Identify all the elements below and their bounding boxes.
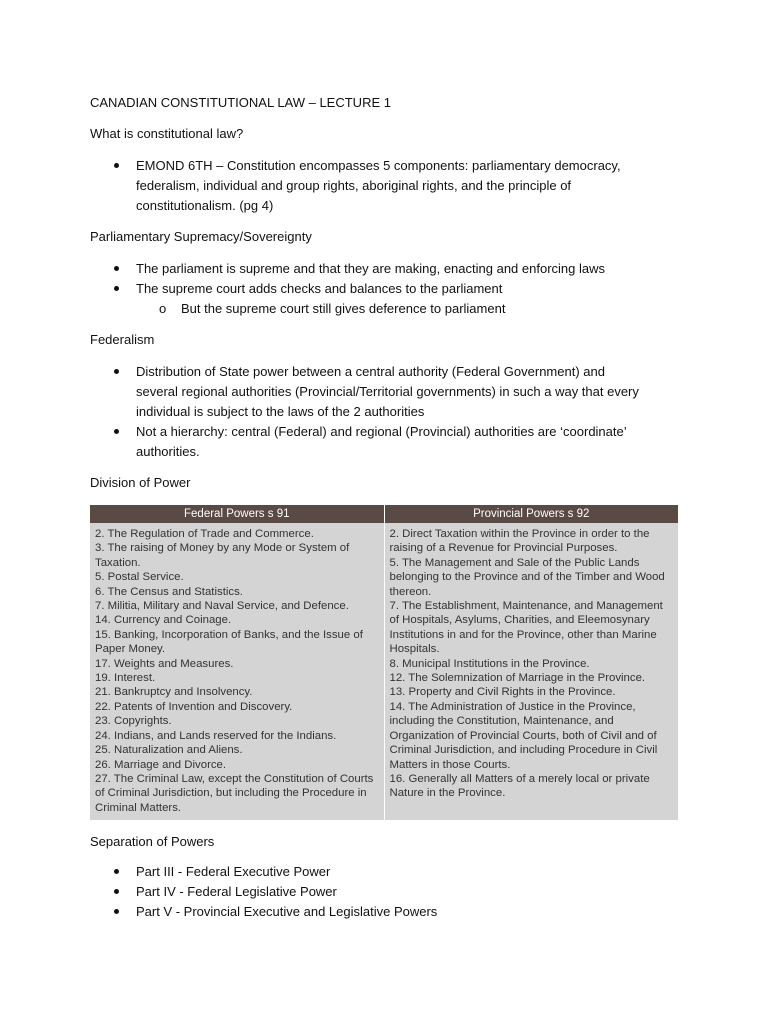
- heading-federalism: Federalism: [90, 332, 155, 347]
- table-row: 26. Marriage and Divorce.: [95, 758, 227, 771]
- table-row: 2. The Regulation of Trade and Commerce.: [95, 528, 314, 540]
- table-row: 19. Interest.: [95, 672, 156, 685]
- table-row: 27. The Criminal Law, except the Constitution of Courts of Criminal Jurisdiction, but including the Procedure in Criminal Matters.: [95, 772, 374, 814]
- table-row: 7. Militia, Military and Naval Service, and Defence.: [95, 600, 349, 613]
- sub-bullet-list: [136, 299, 650, 319]
- list-item: Part III - Federal Executive Power: [90, 862, 650, 882]
- supremacy-bullet-list: [90, 259, 650, 319]
- table-row: 14. The Administration of Justice in the Province, including the Constitution, Maintenance, and Organization of Provincial Courts, both of Civil and of Criminal Jurisdiction, and including Procedure in Civil Matters in those Courts.: [389, 700, 658, 771]
- provincial-powers-column: [384, 523, 679, 820]
- document-title: CANADIAN CONSTITUTIONAL LAW – LECTURE 1: [90, 95, 391, 110]
- separation-bullet-list: [90, 862, 650, 922]
- table-row: 6. The Census and Statistics.: [95, 585, 243, 598]
- table-row: 23. Copyrights.: [95, 715, 172, 728]
- table-body: [90, 523, 678, 820]
- table-row: 24. Indians, and Lands reserved for the Indians.: [95, 729, 337, 742]
- list-item: Part V - Provincial Executive and Legislative Powers: [90, 902, 650, 922]
- table-row: 25. Naturalization and Aliens.: [95, 744, 243, 757]
- table-row: 17. Weights and Measures.: [95, 657, 234, 670]
- table-row: 7. The Establishment, Maintenance, and Management of Hospitals, Asylums, Charities, and Eleemosynary Institutions in and for the Province, other than Marine Hospitals.: [389, 600, 663, 656]
- table-row: 8. Municipal Institutions in the Province.: [389, 657, 590, 670]
- what-bullet-list: [90, 156, 650, 216]
- heading-separation-of-powers: Separation of Powers: [90, 834, 215, 849]
- list-item: The parliament is supreme and that they are making, enacting and enforcing laws: [90, 259, 650, 279]
- table-row: 21. Bankruptcy and Insolvency.: [95, 686, 253, 699]
- list-item: Distribution of State power between a central authority (Federal Government) and several regional authorities (Provincial/Territorial governments) in such a way that every individual is subject to the laws of the 2 authorities: [90, 362, 650, 422]
- list-item: [90, 279, 650, 319]
- header-federal-powers: Federal Powers s 91: [184, 508, 290, 520]
- table-row: 5. Postal Service.: [95, 571, 184, 584]
- table-row: 14. Currency and Coinage.: [95, 614, 232, 627]
- header-provincial-powers: Provincial Powers s 92: [384, 505, 679, 523]
- division-of-powers-table: [90, 505, 678, 820]
- table-row: 5. The Management and Sale of the Public Lands belonging to the Province and of the Timber and Wood thereon.: [389, 556, 665, 598]
- table-row: 12. The Solemnization of Marriage in the Province.: [389, 672, 646, 685]
- list-item: Not a hierarchy: central (Federal) and regional (Provincial) authorities are ‘coordinate’ authorities.: [90, 422, 650, 462]
- table-row: 22. Patents of Invention and Discovery.: [95, 700, 293, 713]
- sub-list-item: o But the supreme court still gives deference to parliament: [136, 299, 650, 319]
- table-row: 2. Direct Taxation within the Province in order to the raising of a Revenue for Provincial Purposes.: [389, 528, 650, 555]
- heading-division-of-power: Division of Power: [90, 475, 191, 490]
- list-item: EMOND 6TH – Constitution encompasses 5 components: parliamentary democracy, federalism, individual and group rights, aboriginal rights, and the principle of constitutionalism. (pg 4): [90, 156, 650, 216]
- table-header: [90, 505, 678, 523]
- table-row: 3. The raising of Money by any Mode or System of Taxation.: [95, 542, 350, 569]
- list-item: Part IV - Federal Legislative Power: [90, 882, 650, 902]
- list-item-text: The supreme court adds checks and balances to the parliament: [136, 281, 503, 296]
- heading-what-is-constitutional-law: What is constitutional law?: [90, 126, 244, 141]
- table-row: 15. Banking, Incorporation of Banks, and the Issue of Paper Money.: [95, 628, 363, 656]
- federal-powers-column: [90, 523, 384, 820]
- table-row: 13. Property and Civil Rights in the Province.: [389, 686, 616, 699]
- federalism-bullet-list: [90, 362, 650, 462]
- table-row: 16. Generally all Matters of a merely local or private Nature in the Province.: [389, 772, 650, 800]
- heading-parliamentary-supremacy: Parliamentary Supremacy/Sovereignty: [90, 229, 312, 244]
